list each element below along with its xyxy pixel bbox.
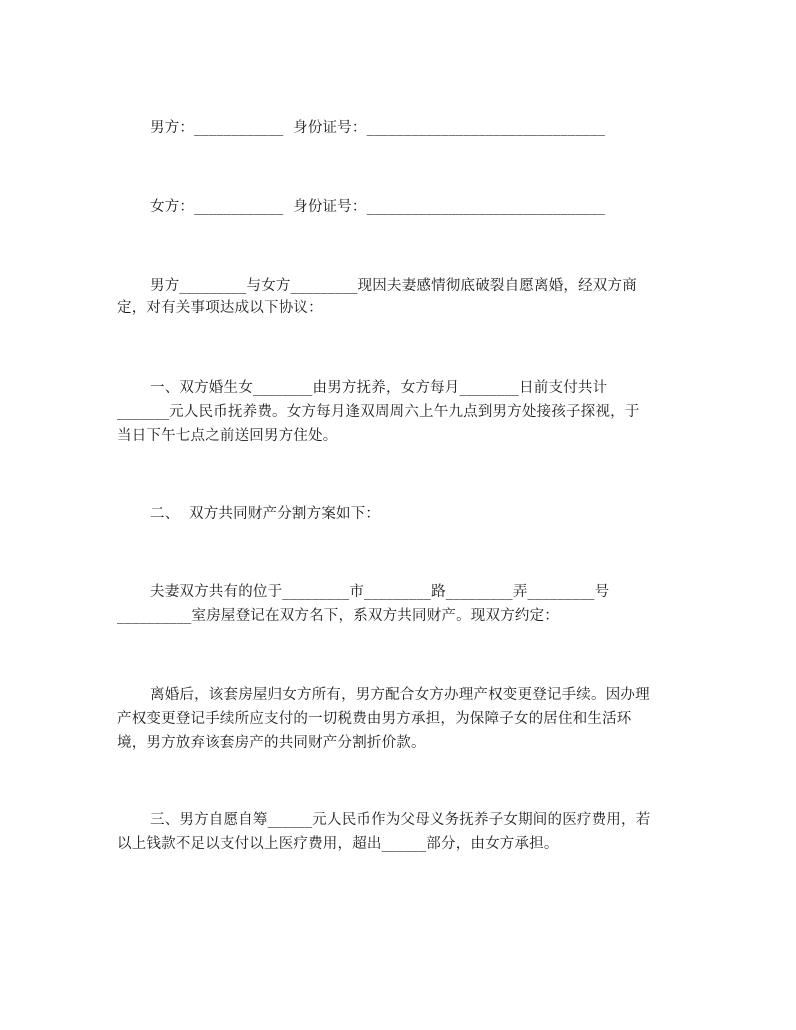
property-line-2: __________室房屋登记在双方名下，系双方共同财产。现双方约定： <box>117 608 559 624</box>
clause-1-line-2: _______元人民币抚养费。女方每月逢双周周六上午九点到男方处接孩子探视，于 <box>117 404 640 420</box>
clause-1-line-3: 当日下午七点之前送回男方住处。 <box>117 428 338 444</box>
female-party-line: 女方：____________ 身份证号：________________________________ <box>150 199 606 215</box>
clause-2-heading: 二、 双方共同财产分割方案如下： <box>150 506 381 522</box>
after-divorce-line-3: 境，男方放弃该套房产的共同财产分割折价款。 <box>117 735 426 751</box>
property-line-1: 夫妻双方共有的位于_________市_________路_________弄_________号 <box>150 584 610 600</box>
intro-line-1: 男方_________与女方_________现因夫妻感情彻底破裂自愿离婚，经双方商 <box>150 278 637 294</box>
clause-1-line-1: 一、双方婚生女________由男方抚养，女方每月________日前支付共计 <box>150 380 608 396</box>
after-divorce-line-2: 产权变更登记手续所应支付的一切税费由男方承担，为保障子女的居住和生活环 <box>117 711 632 727</box>
intro-line-2: 定，对有关事项达成以下协议： <box>117 300 323 316</box>
clause-3-line-2: 以上钱款不足以支付以上医疗费用，超出______部分，由女方承担。 <box>117 836 559 852</box>
clause-3-line-1: 三、男方自愿自筹______元人民币作为父母义务抚养子女期间的医疗费用，若 <box>150 812 651 828</box>
after-divorce-line-1: 离婚后，该套房屋归女方所有，男方配合女方办理产权变更登记手续。因办理 <box>150 687 650 703</box>
male-party-line: 男方：____________ 身份证号：________________________________ <box>150 120 606 136</box>
